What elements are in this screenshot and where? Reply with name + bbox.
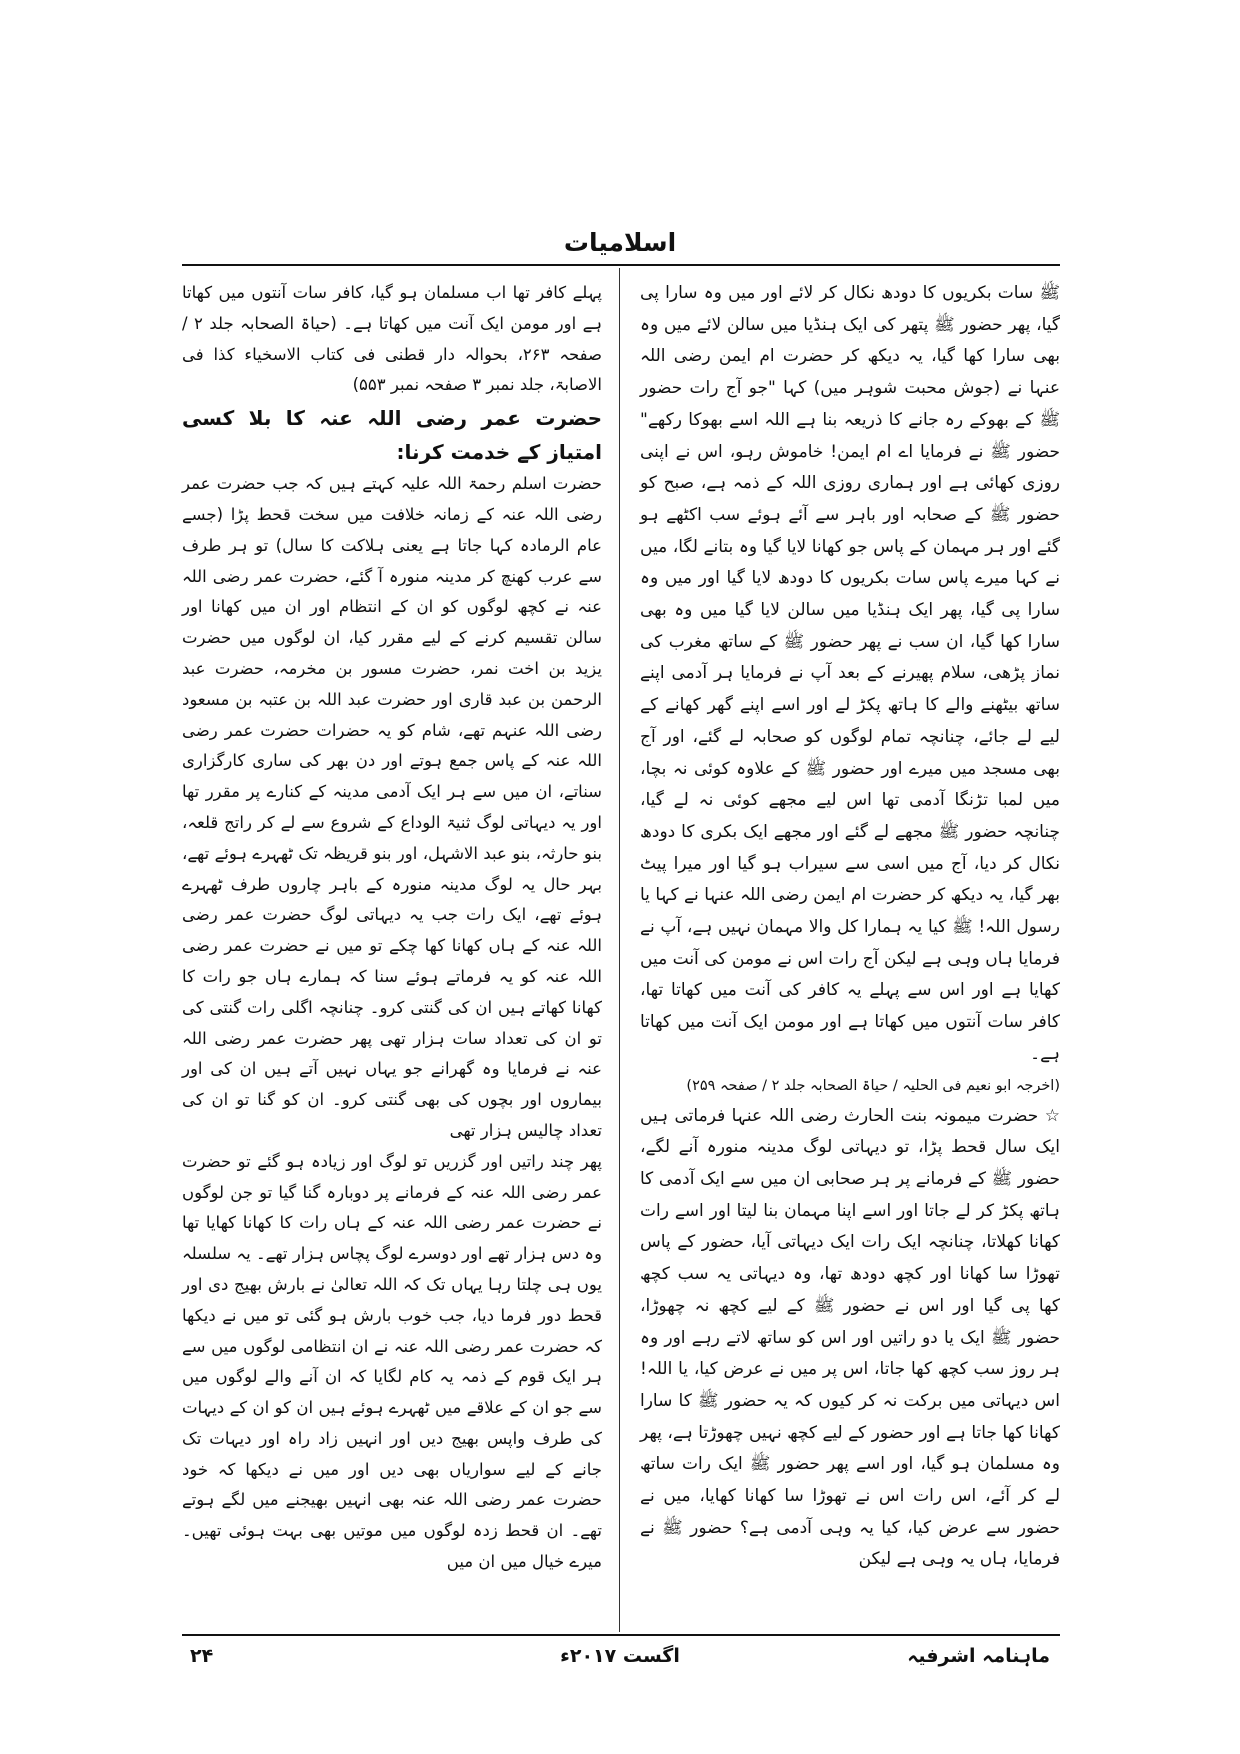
page-section-title: اسلامیات xyxy=(563,228,677,257)
issue-date: اگست ۲۰۱۷ء xyxy=(560,1645,680,1667)
column-divider xyxy=(619,268,620,1632)
right-text-column xyxy=(640,278,1060,1576)
magazine-name: ماہنامہ اشرفیہ xyxy=(907,1645,1050,1667)
paragraph: ☆ حضرت میمونہ بنت الحارث رضی اللہ عنہا فرماتی ہیں ایک سال قحط پڑا، تو دیہاتی لوگ مدینہ منورہ آنے لگے، حضور ﷺ کے فرمانے پر ہر صحابی ان میں سے ایک آدمی کا ہاتھ پکڑ کر لے جاتا اور اسے اپنا مہمان بنا لیتا اور اسے رات کھانا کھلاتا، چنانچہ ایک رات ایک دیہاتی آیا، حضور کے پاس تھوڑا سا کھانا اور کچھ دودھ تھا، وہ دیہاتی یہ سب کچھ کھا پی گیا اور اس نے حضور ﷺ کے لیے کچھ نہ چھوڑا، حضور ﷺ ایک یا دو راتیں اور اس کو ساتھ لاتے رہے اور وہ ہر روز سب کچھ کھا جاتا، اس پر میں نے عرض کیا، یا اللہ! اس دیہاتی میں برکت نہ کر کیوں کہ یہ حضور ﷺ کا سارا کھانا کھا جاتا ہے اور حضور کے لیے کچھ نہیں چھوڑتا ہے، پھر وہ مسلمان ہو گیا، اور اسے پھر حضور ﷺ ایک رات ساتھ لے کر آئے، اس رات اس نے تھوڑا سا کھانا کھایا، میں نے حضور سے عرض کیا، کیا یہ وہی آدمی ہے؟ حضور ﷺ نے فرمایا، ہاں یہ وہی ہے لیکن xyxy=(640,1105,1060,1570)
reference-citation: (اخرجہ ابو نعیم فی الحلیہ / حیاۃ الصحابہ جلد ۲ / صفحہ ۲۵۹) xyxy=(686,1077,1060,1094)
page-number: ۲۴ xyxy=(190,1645,214,1667)
paragraph: پھر چند راتیں اور گزریں تو لوگ اور زیادہ ہو گئے تو حضرت عمر رضی اللہ عنہ کے فرمانے پر دوبارہ گنا گیا تو جن لوگوں نے حضرت عمر رضی اللہ عنہ کے ہاں رات کا کھانا کھایا تھا وہ دس ہزار تھے اور دوسرے لوگ پچاس ہزار تھے۔ یہ سلسلہ یوں ہی چلتا رہا یہاں تک کہ اللہ تعالیٰ نے بارش بھیج دی اور قحط دور فرما دیا، جب خوب بارش ہو گئی تو میں نے دیکھا کہ حضرت عمر رضی اللہ عنہ نے ان انتظامی لوگوں میں سے ہر ایک قوم کے ذمہ یہ کام لگایا کہ ان آنے والے لوگوں میں سے جو ان کے علاقے میں ٹھہرے ہوئے ہیں ان کو ان کے دیہات کی طرف واپس بھیج دیں اور انہیں زاد راہ اور دیہات تک جانے کے لیے سواریاں بھی دیں اور میں نے دیکھا کہ خود حضرت عمر رضی اللہ عنہ بھی انہیں بھیجنے میں لگے ہوتے تھے۔ ان قحط زدہ لوگوں میں موتیں بھی بہت ہوئی تھیں۔ میرے خیال میں ان میں xyxy=(182,1151,602,1572)
left-text-column xyxy=(182,278,602,1578)
paragraph: حضرت اسلم رحمۃ اللہ علیہ کہتے ہیں کہ جب حضرت عمر رضی اللہ عنہ کے زمانہ خلافت میں سخت قحط پڑا (جسے عام الرمادہ کہا جاتا ہے یعنی ہلاکت کا سال) تو ہر طرف سے عرب کھنچ کر مدینہ منورہ آ گئے، حضرت عمر رضی اللہ عنہ نے کچھ لوگوں کو ان کے انتظام اور ان میں کھانا اور سالن تقسیم کرنے کے لیے مقرر کیا، ان لوگوں میں حضرت یزید بن اخت نمر، حضرت مسور بن مخرمہ، حضرت عبد الرحمن بن عبد قاری اور حضرت عبد اللہ بن عتبہ بن مسعود رضی اللہ عنہم تھے، شام کو یہ حضرات حضرت عمر رضی اللہ عنہ کے پاس جمع ہوتے اور دن بھر کی ساری کارگزاری سناتے، ان میں سے ہر ایک آدمی مدینہ کے کنارے پر مقرر تھا اور یہ دیہاتی لوگ ثنیۃ الوداع کے شروع سے لے کر راتج قلعہ، بنو حارثہ، بنو عبد الاشہل، اور بنو قریظہ تک ٹھہرے ہوئے تھے، بہر حال یہ لوگ مدینہ منورہ کے باہر چاروں طرف ٹھہرے ہوئے تھے، ایک رات جب یہ دیہاتی لوگ حضرت عمر رضی اللہ عنہ کے ہاں کھانا کھا چکے تو میں نے حضرت عمر رضی اللہ عنہ کو یہ فرماتے ہوئے سنا کہ ہمارے ہاں جو رات کا کھانا کھاتے ہیں ان کی گنتی کرو۔ چنانچہ اگلی رات گنتی کی تو ان کی تعداد سات ہزار تھی پھر حضرت عمر رضی اللہ عنہ نے فرمایا وہ گھرانے جو یہاں نہیں آتے ہیں ان کی اور بیماروں اور بچوں کی بھی گنتی کرو۔ ان کو گنا تو ان کی تعداد چالیس ہزار تھی xyxy=(182,474,602,1140)
footer-rule xyxy=(182,1634,1060,1636)
section-heading: حضرت عمر رضی اللہ عنہ کا بلا کسی امتیاز کے خدمت کرنا: xyxy=(182,406,602,465)
paragraph: پہلے کافر تھا اب مسلمان ہو گیا، کافر سات آنتوں میں کھاتا ہے اور مومن ایک آنت میں کھاتا ہے۔ (حیاۃ الصحابہ جلد ۲ / صفحہ ۲۶۳، بحوالہ دار قطنی فی کتاب الاسخیاء کذا فی الاصابۃ، جلد نمبر ۳ صفحہ نمبر ۵۵۳) xyxy=(182,283,603,395)
header-rule xyxy=(182,264,1060,266)
paragraph: ﷺ سات بکریوں کا دودھ نکال کر لائے اور میں وہ سارا پی گیا، پھر حضور ﷺ پتھر کی ایک ہنڈیا میں سالن لائے میں وہ بھی سارا کھا گیا، یہ دیکھ کر حضرت ام ایمن رضی اللہ عنہا نے (جوش محبت شوہر میں) کہا "جو آج رات حضور ﷺ کے بھوکے رہ جانے کا ذریعہ بنا ہے اللہ اسے بھوکا رکھے" حضور ﷺ نے فرمایا اے ام ایمن! خاموش رہو، اس نے اپنی روزی کھائی ہے اور ہماری روزی اللہ کے ذمہ ہے، صبح کو حضور ﷺ کے صحابہ اور باہر سے آئے ہوئے سب اکٹھے ہو گئے اور ہر مہمان کے پاس جو کھانا لایا گیا وہ بتانے لگا، میں نے کہا میرے پاس سات بکریوں کا دودھ لایا گیا اور میں وہ سارا پی گیا، پھر ایک ہنڈیا میں سالن لایا گیا میں وہ بھی سارا کھا گیا، ان سب نے پھر حضور ﷺ کے ساتھ مغرب کی نماز پڑھی، سلام پھیرنے کے بعد آپ نے فرمایا ہر آدمی اپنے ساتھ بیٹھنے والے کا ہاتھ پکڑ لے اور اسے اپنے گھر کھانے کے لیے لے جائے، چنانچہ تمام لوگوں کو صحابہ لے گئے، اور آج بھی مسجد میں میرے اور حضور ﷺ کے علاوہ کوئی نہ بچا، میں لمبا تڑنگا آدمی تھا اس لیے مجھے کوئی نہ لے گیا، چنانچہ حضور ﷺ مجھے لے گئے اور مجھے ایک بکری کا دودھ نکال کر دیا، آج میں اسی سے سیراب ہو گیا اور میرا پیٹ بھر گیا، یہ دیکھ کر حضرت ام ایمن رضی اللہ عنہا نے کہا یا رسول اللہ! ﷺ کیا یہ ہمارا کل والا مہمان نہیں ہے، آپ نے فرمایا ہاں وہی ہے لیکن آج رات اس نے مومن کی آنت میں کھایا ہے اور اس سے پہلے یہ کافر کی آنت میں کھاتا تھا، کافر سات آنتوں میں کھاتا ہے اور مومن ایک آنت میں کھاتا ہے۔ xyxy=(640,283,1060,1064)
